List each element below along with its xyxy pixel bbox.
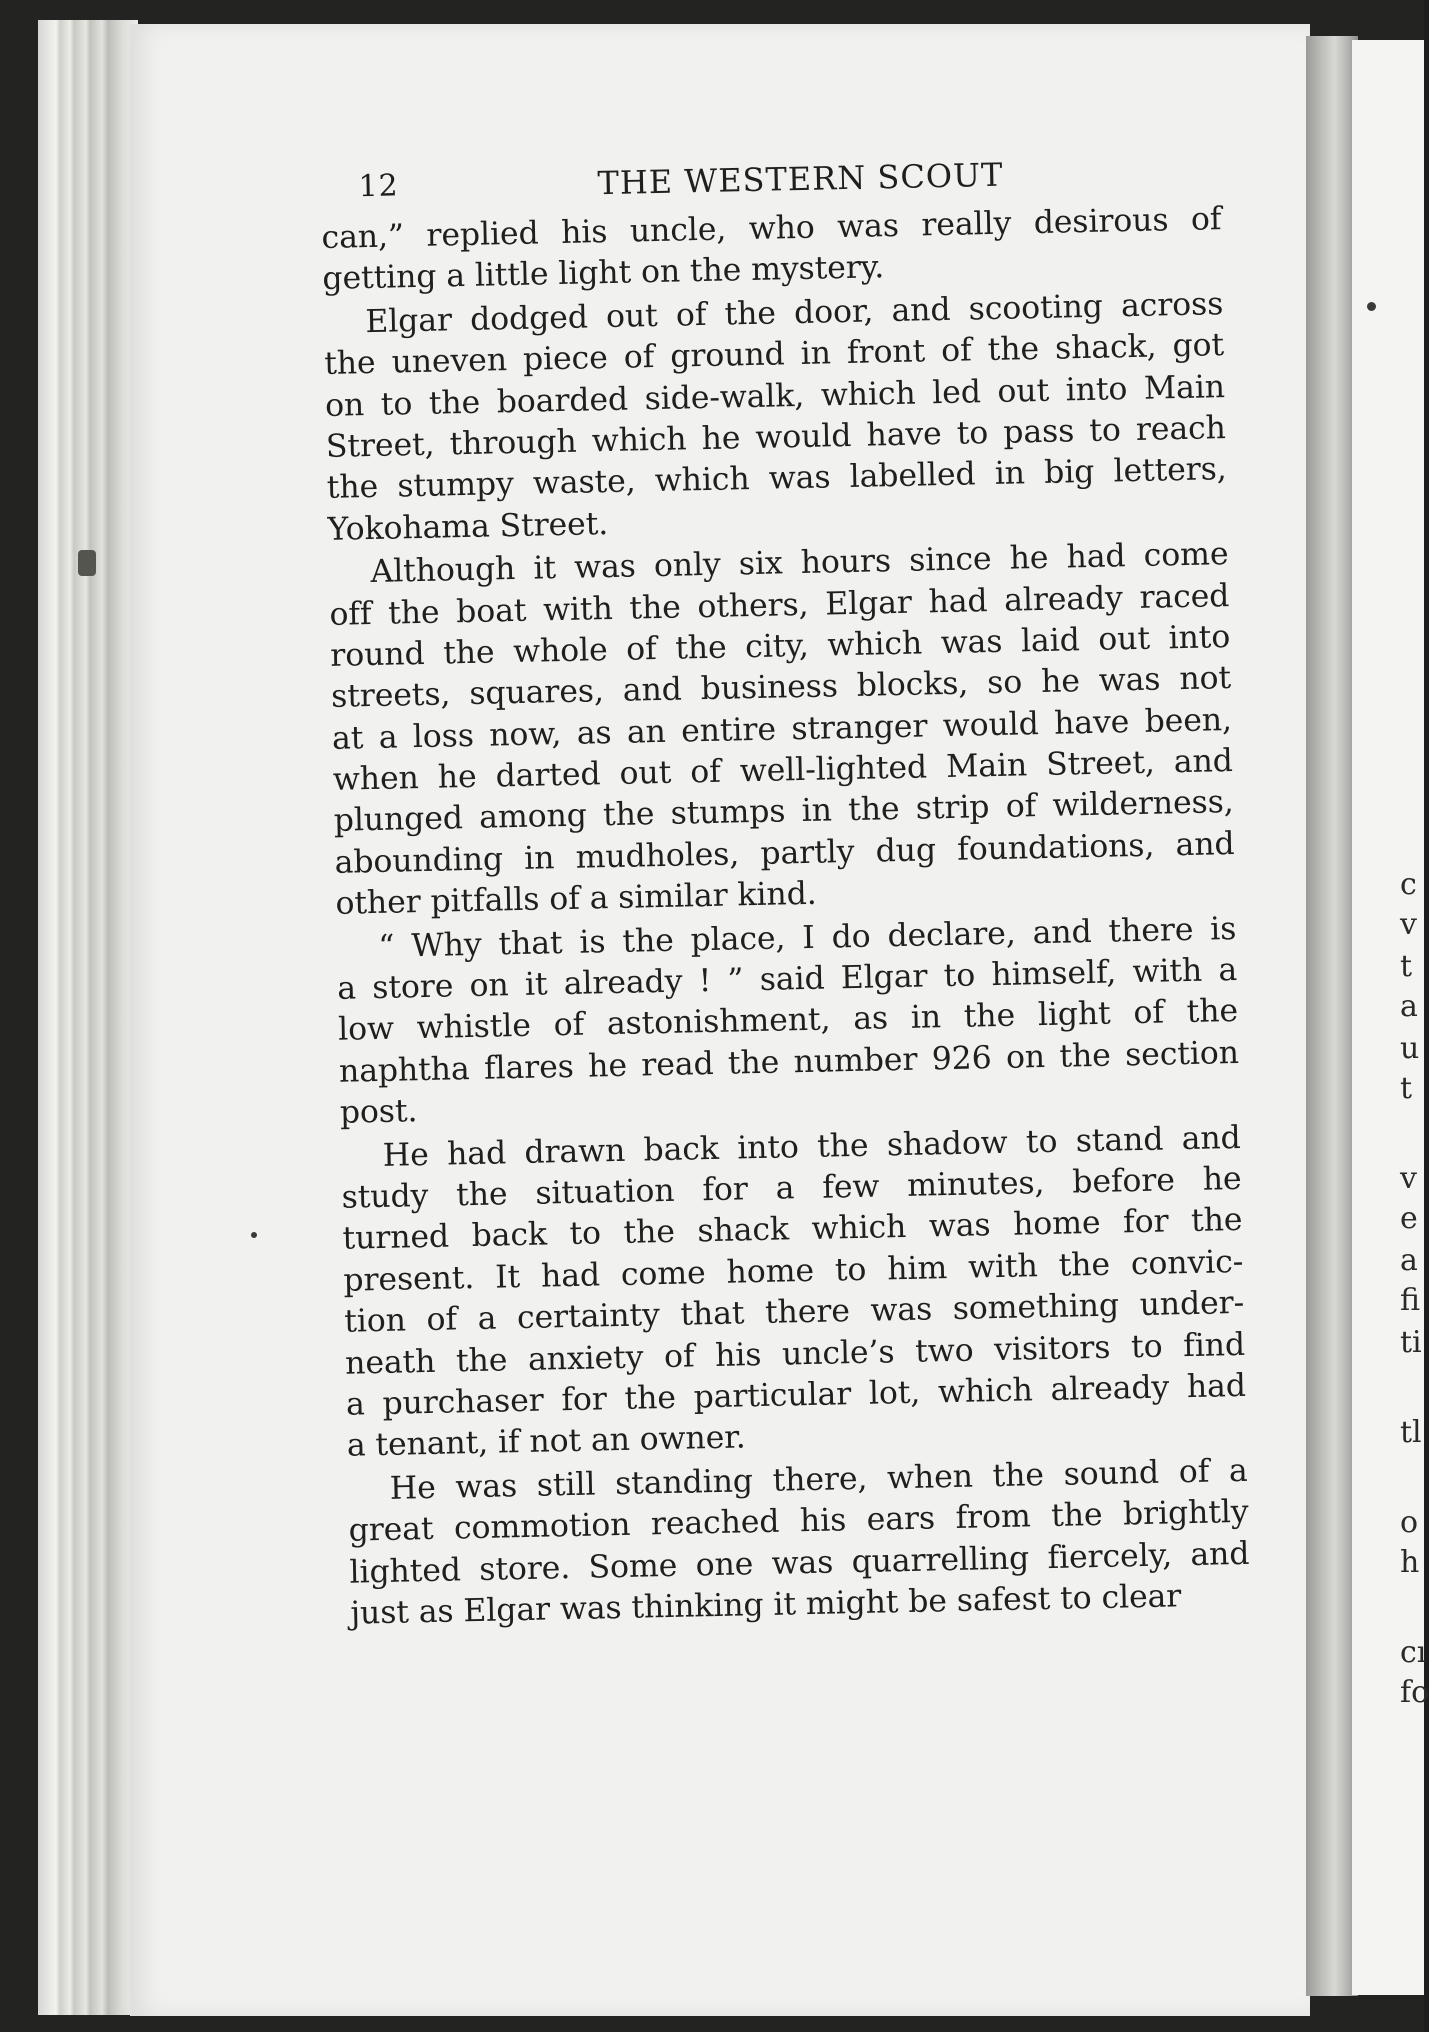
facing-page-letter: t xyxy=(1400,949,1413,984)
text-line: when he darted out of well-lighted Main Street, and xyxy=(332,743,1234,798)
text-line: a purchaser for the particular lot, which already had xyxy=(345,1367,1247,1423)
text-line: neath the anxiety of his uncle’s two visitors to find xyxy=(344,1326,1246,1382)
text-line: “ Why that is the place, I do declare, and there is xyxy=(378,910,1237,965)
text-line: a store on it already ! ” said Elgar to himself, with a xyxy=(336,952,1238,1007)
paragraph xyxy=(328,534,1236,925)
facing-page-letter: h xyxy=(1400,1545,1420,1580)
text-line: other pitfalls of a similar kind. xyxy=(335,876,817,923)
text-line: present. It had come home to him with the convic- xyxy=(343,1243,1244,1299)
facing-page-letter: a xyxy=(1400,989,1418,1024)
facing-page-letter: a xyxy=(1400,1243,1418,1278)
text-line: just as Elgar was thinking it might be safest to clear xyxy=(350,1578,1182,1632)
paragraph xyxy=(336,909,1240,1135)
paragraph xyxy=(347,1451,1250,1635)
facing-page-letter: v xyxy=(1400,907,1417,942)
text-line: on to the boarded side-walk, which led out into Main xyxy=(324,368,1226,424)
text-line: post. xyxy=(339,1093,418,1131)
text-line: the stumpy waste, which was labelled in big letters, xyxy=(326,451,1228,507)
text-line: Although it was only six hours since he had come xyxy=(370,536,1229,591)
text-line: streets, squares, and business blocks, so he was not xyxy=(330,660,1232,716)
text-line: abounding in mudholes, partly dug foundations, and xyxy=(334,825,1235,881)
text-line: great commotion reached his ears from the brightly xyxy=(348,1493,1249,1549)
text-line: Street, through which he would have to pass to reach xyxy=(325,410,1227,465)
ink-speck xyxy=(1367,302,1376,311)
text-line: plunged among the stumps in the strip of wilderness, xyxy=(333,784,1234,840)
text-line: Yokohama Street. xyxy=(327,505,609,548)
facing-page-fragments xyxy=(1400,0,1429,2032)
facing-page-letter: fi xyxy=(1400,1283,1421,1318)
text-line: round the whole of the city, which was laid out into xyxy=(329,618,1231,674)
text-line: lighted store. Some one was quarrelling fiercely, and xyxy=(349,1535,1250,1591)
text-line: the uneven piece of ground in front of the shack, got xyxy=(323,327,1225,383)
book-gutter xyxy=(1306,36,1358,1996)
paragraph xyxy=(323,284,1228,551)
page-number: 12 xyxy=(358,168,400,205)
book-page-edges xyxy=(38,20,138,2015)
ink-speck xyxy=(251,1232,257,1238)
text-line: tion of a certainty that there was something under- xyxy=(343,1285,1245,1340)
text-line: study the situation for a few minutes, before he xyxy=(341,1160,1242,1216)
text-block xyxy=(320,143,1251,1635)
facing-page-letter: c xyxy=(1400,867,1417,902)
facing-page-letter: t xyxy=(1400,1071,1413,1106)
facing-page-letter: tl xyxy=(1400,1415,1422,1450)
paragraph xyxy=(340,1118,1247,1468)
text-line: He had drawn back into the shadow to stand and xyxy=(382,1119,1242,1174)
text-line: at a loss now, as an entire stranger would have been, xyxy=(331,701,1233,757)
facing-page-letter: u xyxy=(1400,1031,1420,1066)
facing-page-letter: o xyxy=(1400,1505,1419,1540)
text-line: can,” replied his uncle, who was really desirous of xyxy=(321,201,1222,256)
text-line: He was still standing there, when the sound of a xyxy=(389,1452,1248,1507)
facing-page-letter: cı xyxy=(1400,1635,1427,1670)
text-line: Elgar dodged out of the door, and scooting across xyxy=(364,285,1224,340)
running-title: THE WESTERN SCOUT xyxy=(597,155,1004,203)
text-line: getting a little light on the mystery. xyxy=(322,249,885,298)
text-line: off the boat with the others, Elgar had already raced xyxy=(329,577,1230,633)
text-line: low whistle of astonishment, as in the light of the xyxy=(337,993,1239,1049)
text-line: naphtha flares he read the number 926 on the section xyxy=(338,1034,1240,1090)
facing-page-letter: ti xyxy=(1400,1325,1422,1360)
text-line: turned back to the shack which was home for the xyxy=(342,1202,1243,1258)
ink-speck xyxy=(78,550,96,576)
facing-page-letter: v xyxy=(1400,1161,1417,1196)
body-text xyxy=(321,199,1250,1635)
facing-page-letter: e xyxy=(1400,1201,1418,1236)
text-line: a tenant, if not an owner. xyxy=(346,1419,746,1465)
facing-page-letter: fo xyxy=(1400,1675,1429,1710)
